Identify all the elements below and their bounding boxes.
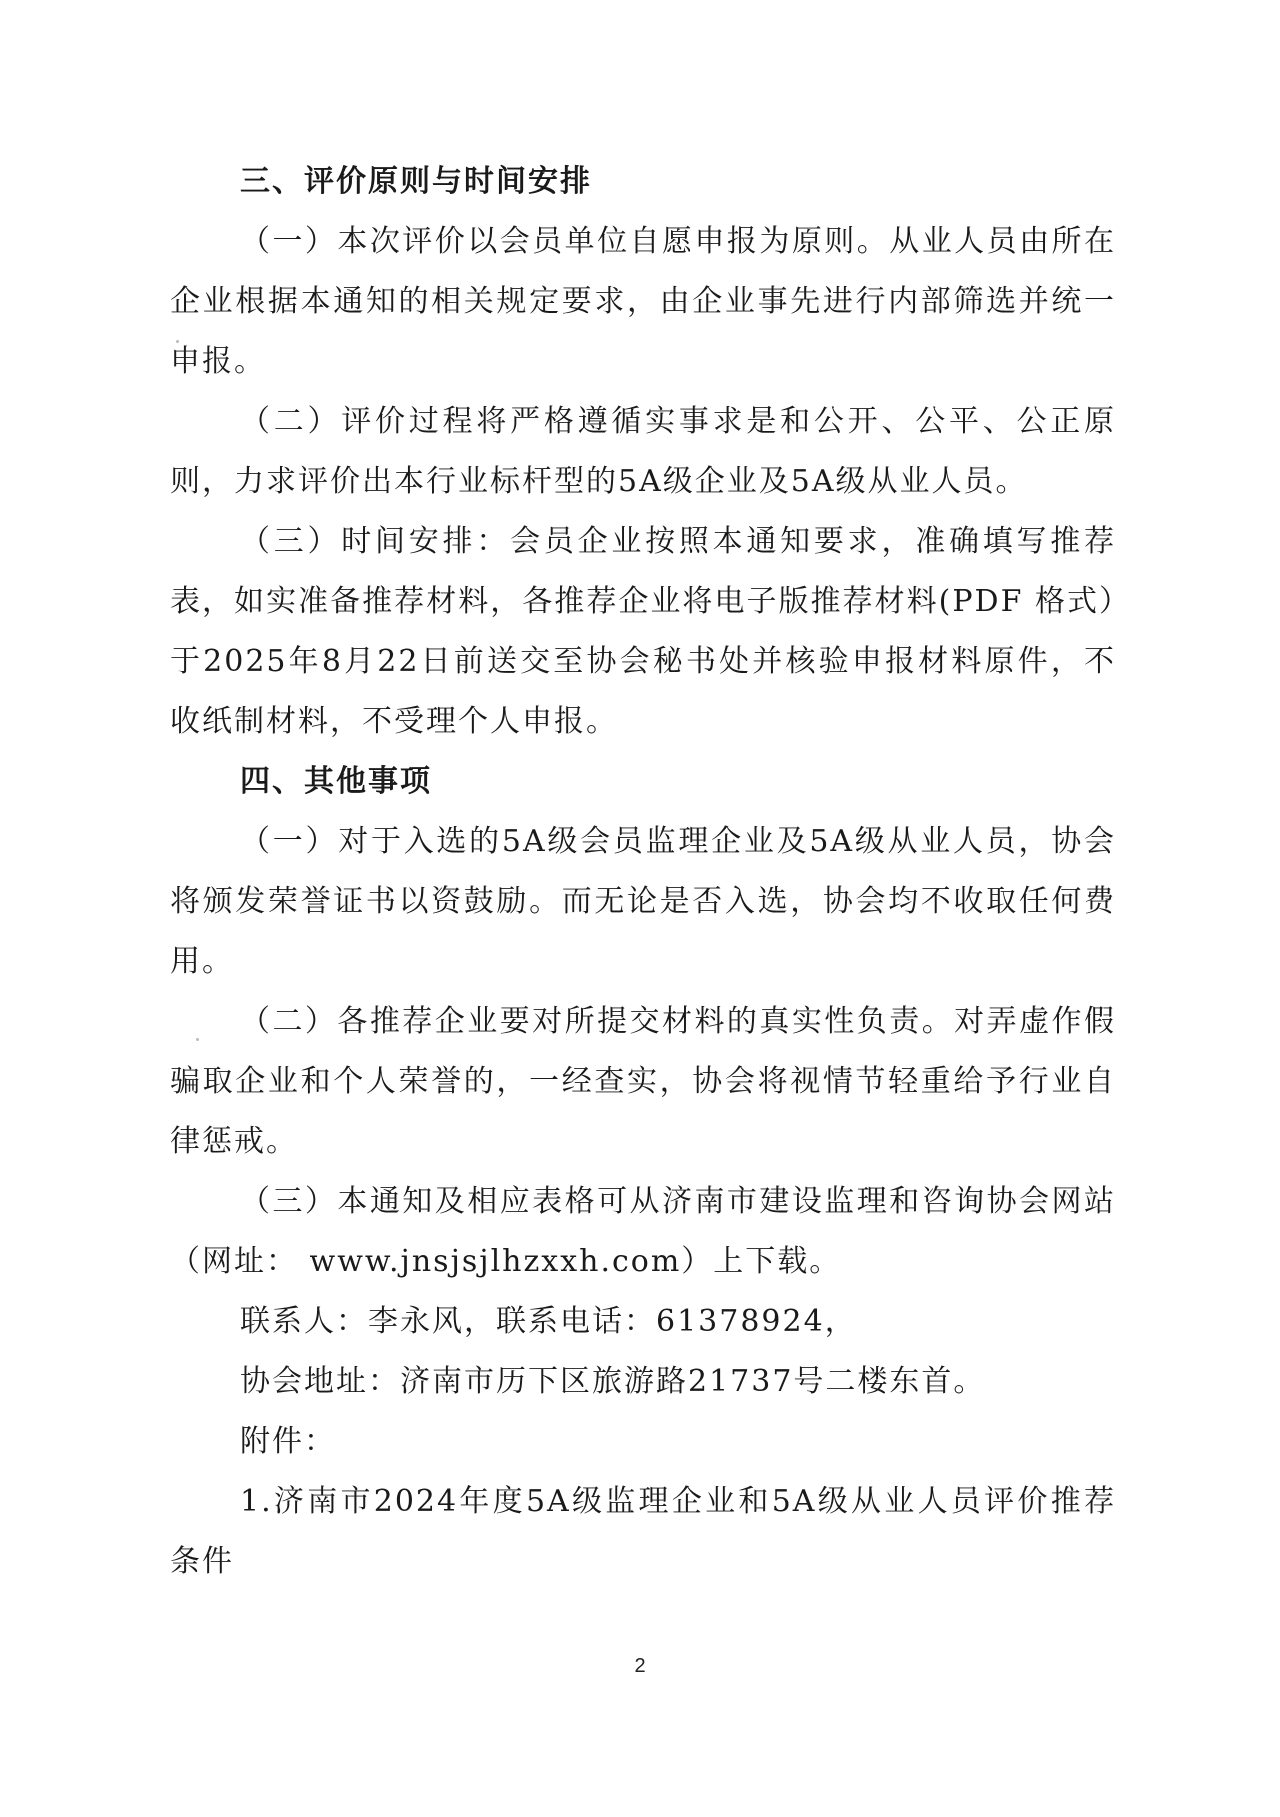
section-3-heading: 三、评价原则与时间安排 bbox=[240, 164, 592, 199]
section-3-paragraph-3: （三）时间安排：会员企业按照本通知要求，准确填写推荐表，如实准备推荐材料，各推荐企业将电子版推荐材料(PDF 格式）于2025年8月22日前送交至协会秘书处并核验申报材料原件，不收纸制材料，不受理个人申报。 bbox=[170, 524, 1116, 739]
section-4-paragraph-1: （一）对于入选的5A级会员监理企业及5A级从业人员，协会将颁发荣誉证书以资鼓励。而无论是否入选，协会均不收取任何费用。 bbox=[170, 824, 1116, 979]
section-4-paragraph-3: （三）本通知及相应表格可从济南市建设监理和咨询协会网站（网址： www.jnsjsjlhzxxh.com）上下载。 bbox=[170, 1184, 1116, 1279]
scan-speck bbox=[196, 1038, 199, 1041]
section-3-paragraph-2: （二）评价过程将严格遵循实事求是和公开、公平、公正原则，力求评价出本行业标杆型的5A级企业及5A级从业人员。 bbox=[170, 404, 1116, 499]
contact-address: 协会地址：济南市历下区旅游路21737号二楼东首。 bbox=[240, 1364, 986, 1399]
document-body bbox=[170, 152, 1116, 1592]
scan-speck bbox=[176, 340, 179, 343]
section-4-heading: 四、其他事项 bbox=[240, 764, 432, 799]
contact-person: 联系人：李永风，联系电话：61378924， bbox=[240, 1304, 857, 1339]
page-number: 2 bbox=[634, 1655, 646, 1677]
attachment-item-1: 1.济南市2024年度5A级监理企业和5A级从业人员评价推荐条件 bbox=[170, 1484, 1116, 1579]
attachments-label: 附件： bbox=[240, 1424, 336, 1459]
section-4-paragraph-2: （二）各推荐企业要对所提交材料的真实性负责。对弄虚作假骗取企业和个人荣誉的，一经查实，协会将视情节轻重给予行业自律惩戒。 bbox=[170, 1004, 1116, 1159]
section-3-paragraph-1: （一）本次评价以会员单位自愿申报为原则。从业人员由所在企业根据本通知的相关规定要求，由企业事先进行内部筛选并统一申报。 bbox=[170, 224, 1116, 379]
